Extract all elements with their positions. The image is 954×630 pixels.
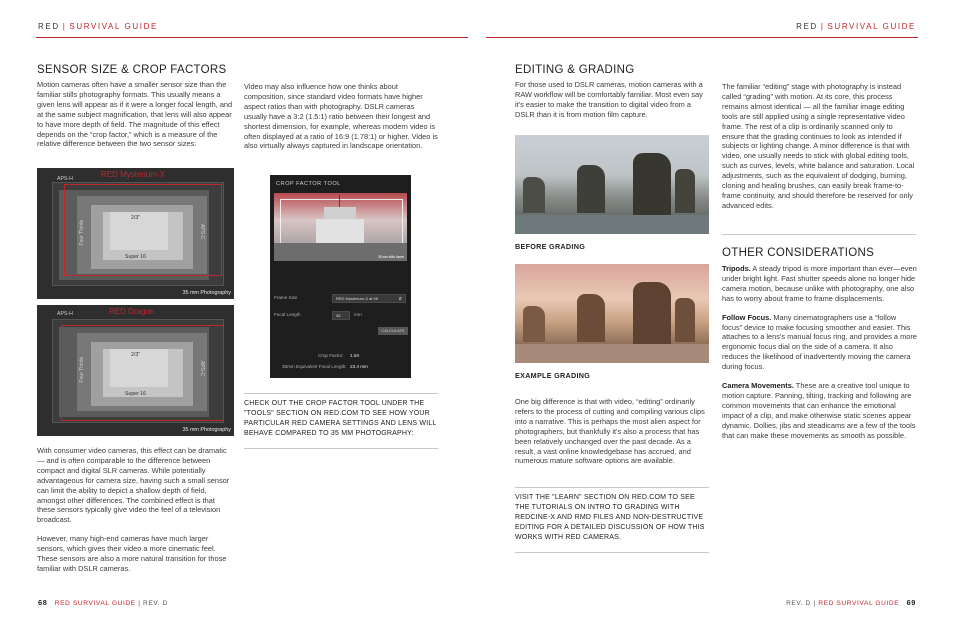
aps-c-label: APS-C — [199, 224, 205, 240]
equivalent-focal-value: 23.4 mm — [350, 364, 368, 369]
callout-rule-top — [244, 393, 438, 394]
tool-preview-image — [274, 193, 407, 261]
sensor-continued: With consumer video cameras, this effect can be dramatic — and is often comparable to the difference between compact and digital SLR cameras. While potentially advantageous for camera size, having such a small sensor can limit the ability to depict a shallow depth of field, amongst other differences. The combined effect is that these sensors typically give video the feel of a television broadcast. However, many high-end cameras have much larger sensors, which gives their video a more cinematic feel. These sensors are also a more natural transition for those familiar with DSLR cameras. — [37, 446, 230, 573]
header-title: SURVIVAL GUIDE — [69, 22, 158, 31]
super16-label: Super 16 — [125, 391, 147, 397]
frame-size-label: Frame Size — [274, 295, 298, 300]
before-grading-caption: BEFORE GRADING — [515, 242, 586, 251]
header-rule-left — [36, 37, 468, 38]
header-brand: RED — [796, 22, 818, 31]
full-frame-label: 35 mm Photography — [182, 427, 231, 433]
two-thirds-label: 2/3" — [131, 352, 141, 358]
crop-tool-callout: CHECK OUT THE CROP FACTOR TOOL UNDER THE "TOOLS" SECTION ON RED.COM TO SEE HOW YOUR PARTICULAR RED CAMERA SETTINGS AND LENS WILL BEHAVE COMPARED TO 35 MM PHOTOGRAPHY: — [244, 400, 437, 437]
crop-factor-tool — [270, 175, 411, 378]
super16-label: Super 16 — [125, 254, 147, 260]
camera-movements-paragraph: Camera Movements. These are a creative tool unique to motion capture. Panning, tilting, tracking and following are common movements that can enhance the emotional impact of a clip, and make otherwise static scenes appear dynamic. Dollies, jibs and steadicams are a few of the tools that can make these movements as smooth as possible. — [722, 381, 916, 440]
sensor-intro: Motion cameras often have a smaller sensor size than the familiar stills photography formats. This usually means a given lens will appear as if it were a longer focal length, and at the same subject magnification, that lens will also appear to have more depth of field. The magnitude of this effect depends on the “crop factor,” which is a measure of the relative difference between the two sensor sizes: — [37, 80, 233, 149]
aps-h-label: APS-H — [57, 176, 73, 182]
sensor-section — [37, 64, 233, 158]
water-shape — [515, 215, 709, 234]
aps-c-label: APS-C — [199, 361, 205, 377]
follow-focus-paragraph: Follow Focus. Many cinematographers use a “follow focus” device to make focusing smoother and easier. This attaches to a lens's manual focus ring, and provides a more ergonomic focus dial on the side of a camera. It also reduces the likelihood of inadvertently moving the camera during focus. — [722, 312, 917, 372]
tufa-shape — [633, 282, 671, 344]
tufa-shape — [523, 177, 545, 213]
tripods-paragraph: Tripods. A steady tripod is more important than ever—even under bright light. Fast shutter speeds alone no longer hide camera motion, because unlike with photography, one also has to worry about frame to frame displacements. — [722, 264, 917, 303]
sensor-heading: SENSOR SIZE & CROP FACTORS — [37, 64, 227, 76]
page-number: 68 — [38, 598, 48, 607]
focal-length-input[interactable]: 35 — [332, 311, 350, 320]
tufa-shape — [675, 298, 695, 342]
example-grading-photo — [515, 264, 709, 363]
four-thirds-label: Four Thirds — [79, 220, 85, 246]
grading-paragraph: The familiar “editing” stage with photography is instead called “grading” with motion. At its core, this process remains almost identical — all the familiar image editing tools are still applied using a single representative video frame. The rest of a clip is ordinarily scanned only to ensure that the grading continues to look as intended if subjects or lighting change. A minor difference is that with video, one usually needs to stick with global editing tools, such as curves, levels, white balance and saturation. Local adjustments, such as the equivalent of dodging, burning, cloning and healing brushes, can easily break frame-to-frame continuity, and should therefore be reserved for only advanced edits. — [722, 82, 915, 210]
four-thirds-label: Four Thirds — [79, 357, 85, 383]
footer-left: 68 RED SURVIVAL GUIDE | REV. D — [38, 598, 168, 607]
callout-rule-bottom — [515, 552, 709, 553]
page-number: 69 — [906, 598, 916, 607]
full-frame-label: 35 mm Photography — [182, 290, 231, 296]
frame-caption: 35 mm stills frame — [378, 255, 404, 259]
callout-rule-bottom — [244, 448, 438, 449]
header-brand: RED — [38, 22, 60, 31]
tufa-shape — [633, 153, 671, 215]
tufa-shape — [577, 165, 605, 213]
frame-size-select[interactable]: RED Mysterium-X at 5K ⇵ — [332, 294, 406, 303]
other-considerations-section — [722, 247, 918, 450]
crop-factor-value: 1.5X — [350, 353, 360, 358]
diagram-title: RED Dragon — [109, 307, 155, 316]
other-considerations-heading: OTHER CONSIDERATIONS — [722, 247, 875, 259]
tufa-shape — [675, 169, 695, 213]
tufa-shape — [577, 294, 605, 342]
focal-length-unit: mm — [354, 312, 362, 317]
water-shape — [515, 344, 709, 363]
focal-length-label: Focal Length — [274, 312, 301, 317]
editing-continued: One big difference is that with video, “editing” ordinarily refers to the process of cutting and compiling various clips into a narrative. This is perhaps the most alien aspect for photographers, but thankfully it's also a process that has been relatively unchanged over the past decade. As a result, a vast online knowledgebase has accrued, and numerous mature software options are available. — [515, 397, 705, 466]
running-header-right: RED | SURVIVAL GUIDE — [796, 22, 916, 31]
editing-section: EDITING & GRADING For those used to DSLR cameras, motion cameras with a RAW workflow will be comfortably familiar. Most even say it's easier to make the transition to digital video from a DSLR than it is from motion film capture. — [515, 64, 711, 129]
callout-rule-top — [515, 487, 709, 488]
grading-callout: VISIT THE "LEARN" SECTION ON RED.COM TO SEE THE TUTORIALS ON INTRO TO GRADING WITH REDCINE-X AND RMD FILES AND NON-DESTRUCTIVE EDITING FOR A DETAILED DISCUSSION OF HOW THIS WORKS WITH RED CAMERAS. — [515, 494, 705, 541]
footer-right: REV. D | RED SURVIVAL GUIDE 69 — [786, 598, 916, 607]
tufa-shape — [523, 306, 545, 342]
video-paragraph: Video may also influence how one thinks about composition, since standard video formats have higher aspect ratios than with photography. DSLR cameras usually have a 3:2 (1.5:1) ratio between their longest and shortest dimension, for example, whereas modern video is often displayed at a ratio of 16:9 (1.78:1) or higher. Video is also virtually always captured in landscape orientation. — [244, 82, 438, 151]
header-rule-right — [486, 37, 918, 38]
editing-heading: EDITING & GRADING — [515, 64, 635, 76]
diagram-title: RED Mysterium-X — [101, 170, 166, 179]
header-title: SURVIVAL GUIDE — [827, 22, 916, 31]
calculate-button[interactable]: CALCULATE — [378, 327, 408, 335]
building-roof — [324, 207, 356, 219]
aps-h-label: APS-H — [57, 311, 73, 317]
tool-header: CROP FACTOR TOOL — [276, 181, 341, 187]
two-thirds-label: 2/3" — [131, 215, 141, 221]
sensor-diagram-mysterium — [37, 168, 234, 299]
section-rule — [722, 234, 916, 235]
flag-pole — [339, 195, 340, 207]
crop-factor-label: Crop Factor: — [318, 353, 344, 358]
before-grading-photo — [515, 135, 709, 234]
chevron-down-icon: ⇵ — [398, 296, 402, 301]
running-header-left: RED | SURVIVAL GUIDE — [38, 22, 158, 31]
sensor-diagram-dragon — [37, 305, 234, 436]
building-shape — [316, 219, 364, 243]
equivalent-focal-label: 35mm Equivalent Focal Length: — [282, 364, 347, 369]
example-grading-caption: EXAMPLE GRADING — [515, 371, 591, 380]
